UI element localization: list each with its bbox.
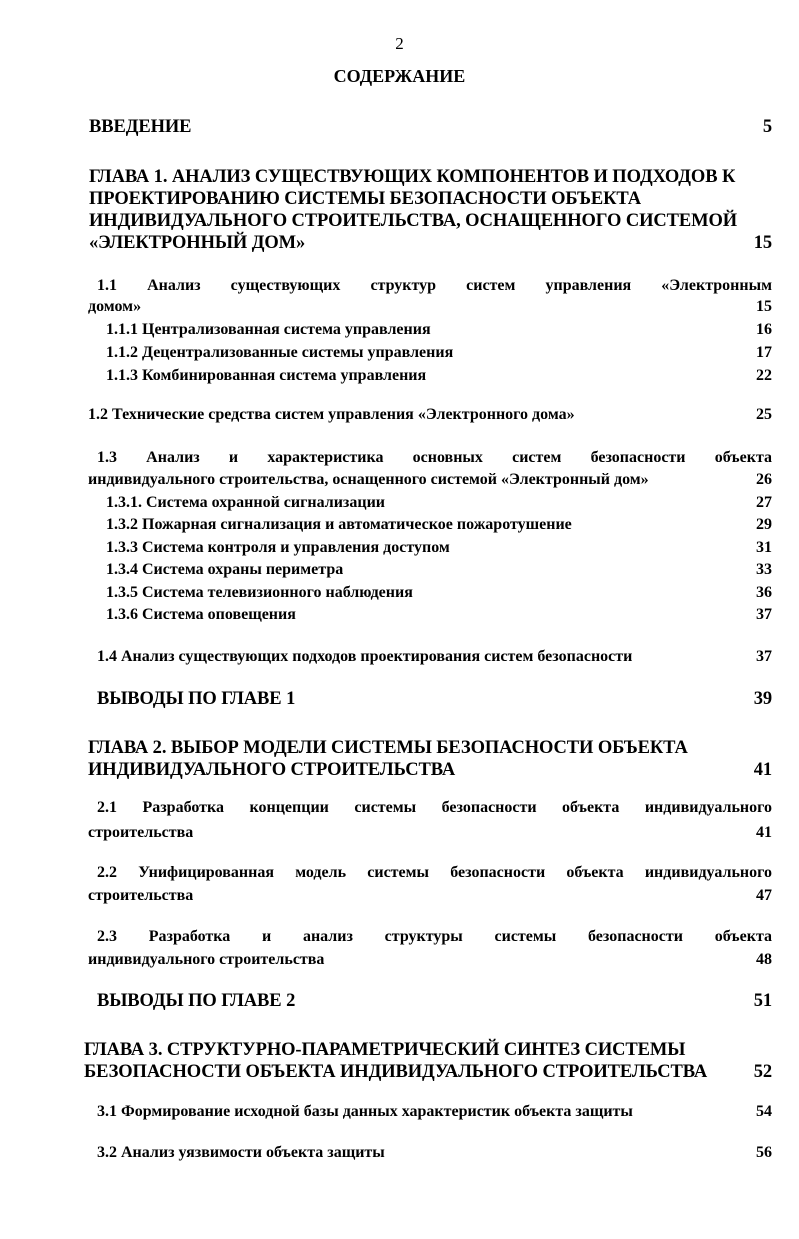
toc-line — [88, 471, 772, 493]
toc-entry-text: 3.2 Анализ уязвимости объекта защиты — [97, 1144, 385, 1161]
toc-entry-page: 26 — [756, 471, 772, 488]
toc-entry-page: 22 — [756, 367, 772, 384]
toc-line — [97, 689, 772, 711]
toc-entry-text: 3.1 Формирование исходной базы данных характеристик объекта защиты — [97, 1103, 633, 1120]
toc-entry-text: ВВЕДЕНИЕ — [89, 117, 192, 137]
toc-entry-text: ГЛАВА 3. СТРУКТУРНО-ПАРАМЕТРИЧЕСКИЙ СИНТЕЗ СИСТЕМЫ — [84, 1040, 686, 1060]
toc-line — [97, 277, 772, 299]
toc-entry-page: 25 — [756, 406, 772, 423]
toc-entry-page: 41 — [756, 824, 772, 841]
toc-line — [97, 991, 772, 1013]
toc-entry-text: индивидуального строительства — [88, 951, 325, 968]
toc-entry-text: 1.1.3 Комбинированная система управления — [106, 367, 427, 384]
toc-entry-text: ИНДИВИДУАЛЬНОГО СТРОИТЕЛЬСТВА — [88, 760, 456, 780]
toc-entry-page: 15 — [753, 233, 772, 253]
toc-entry-page: 47 — [756, 887, 772, 904]
toc-entry-text: 1.3.1. Система охранной сигнализации — [106, 494, 386, 511]
toc-entry-page: 16 — [756, 321, 772, 338]
toc-entry-page: 48 — [756, 951, 772, 968]
toc-entry-text: строительства — [88, 887, 194, 904]
toc-entry-text: 1.3.6 Система оповещения — [106, 606, 296, 623]
toc-line — [97, 928, 772, 950]
toc-entry-page: 41 — [753, 760, 772, 780]
toc-line — [97, 799, 772, 821]
toc-entry-text: 2.1 Разработка концепции системы безопасности объекта индивидуального — [97, 799, 772, 816]
toc-entry-text: 1.2 Технические средства систем управления «Электронного дома» — [88, 406, 575, 423]
toc-entry-page: 36 — [756, 584, 772, 601]
toc-line — [89, 167, 772, 189]
toc-entry-text: 1.3.4 Система охраны периметра — [106, 561, 344, 578]
toc-line — [88, 887, 772, 909]
toc-line — [88, 760, 772, 782]
toc-entry-page: 17 — [756, 344, 772, 361]
toc-line — [88, 951, 772, 973]
toc-line — [106, 516, 772, 538]
toc-line — [106, 344, 772, 366]
toc-entry-page: 5 — [762, 117, 772, 137]
toc-entry-page: 54 — [756, 1103, 772, 1120]
toc-line — [106, 321, 772, 343]
toc-line — [88, 738, 772, 760]
toc-entry-page: 52 — [753, 1062, 772, 1082]
toc-entry-page: 37 — [756, 606, 772, 623]
toc-line — [97, 1144, 772, 1166]
toc-entry-text: строительства — [88, 824, 194, 841]
toc-title: СОДЕРЖАНИЕ — [333, 66, 466, 86]
toc-line — [84, 1062, 772, 1084]
toc-entry-text: ГЛАВА 1. АНАЛИЗ СУЩЕСТВУЮЩИХ КОМПОНЕНТОВ И ПОДХОДОВ К — [89, 167, 736, 187]
toc-entry-page: 33 — [756, 561, 772, 578]
toc-line — [106, 606, 772, 628]
toc-line — [88, 298, 772, 320]
toc-line — [89, 233, 772, 255]
toc-entry-text: БЕЗОПАСНОСТИ ОБЪЕКТА ИНДИВИДУАЛЬНОГО СТРОИТЕЛЬСТВА — [84, 1062, 708, 1082]
toc-entry-text: 1.1.1 Централизованная система управления — [106, 321, 431, 338]
toc-line — [89, 117, 772, 139]
toc-entry-page: 29 — [756, 516, 772, 533]
toc-line — [97, 1103, 772, 1125]
toc-entry-text: ИНДИВИДУАЛЬНОГО СТРОИТЕЛЬСТВА, ОСНАЩЕННОГО СИСТЕМОЙ — [89, 211, 738, 231]
toc-line — [97, 864, 772, 886]
toc-entry-text: 1.1 Анализ существующих структур систем управления «Электронным — [97, 277, 772, 294]
toc-line — [89, 211, 772, 233]
toc-entry-page: 51 — [753, 991, 772, 1011]
toc-line — [106, 584, 772, 606]
toc-line — [89, 189, 772, 211]
toc-entry-page: 37 — [756, 648, 772, 665]
toc-line — [88, 824, 772, 846]
toc-entry-text: 1.1.2 Децентрализованные системы управления — [106, 344, 454, 361]
toc-line — [106, 561, 772, 583]
toc-entry-text: 1.3.3 Система контроля и управления доступом — [106, 539, 450, 556]
toc-line — [106, 539, 772, 561]
toc-entry-text: 1.4 Анализ существующих подходов проектирования систем безопасности — [97, 648, 633, 665]
toc-entry-text: 2.2 Унифицированная модель системы безопасности объекта индивидуального — [97, 864, 772, 881]
toc-entry-page: 27 — [756, 494, 772, 511]
toc-entry-text: ПРОЕКТИРОВАНИЮ СИСТЕМЫ БЕЗОПАСНОСТИ ОБЪЕКТА — [89, 189, 642, 209]
toc-entry-text: 1.3 Анализ и характеристика основных систем безопасности объекта — [97, 449, 772, 466]
toc-entry-page: 56 — [756, 1144, 772, 1161]
toc-line — [88, 406, 772, 428]
toc-entry-page: 31 — [756, 539, 772, 556]
toc-entry-text: «ЭЛЕКТРОННЫЙ ДОМ» — [89, 233, 306, 253]
toc-line — [106, 494, 772, 516]
toc-entry-page: 15 — [756, 298, 772, 315]
toc-entry-text: ВЫВОДЫ ПО ГЛАВЕ 1 — [97, 689, 296, 709]
toc-entry-text: ВЫВОДЫ ПО ГЛАВЕ 2 — [97, 991, 296, 1011]
toc-line — [106, 367, 772, 389]
toc-entry-text: 1.3.2 Пожарная сигнализация и автоматическое пожаротушение — [106, 516, 572, 533]
toc-entry-page: 39 — [753, 689, 772, 709]
page-number: 2 — [395, 34, 404, 53]
toc-line — [97, 648, 772, 670]
toc-entry-text: 1.3.5 Система телевизионного наблюдения — [106, 584, 413, 601]
toc-line — [84, 1040, 772, 1062]
toc-entry-text: индивидуального строительства, оснащенного системой «Электронный дом» — [88, 471, 649, 488]
toc-entry-text: ГЛАВА 2. ВЫБОР МОДЕЛИ СИСТЕМЫ БЕЗОПАСНОСТИ ОБЪЕКТА — [88, 738, 688, 758]
toc-line — [97, 449, 772, 471]
toc-entry-text: 2.3 Разработка и анализ структуры системы безопасности объекта — [97, 928, 772, 945]
toc-entry-text: домом» — [88, 298, 142, 315]
